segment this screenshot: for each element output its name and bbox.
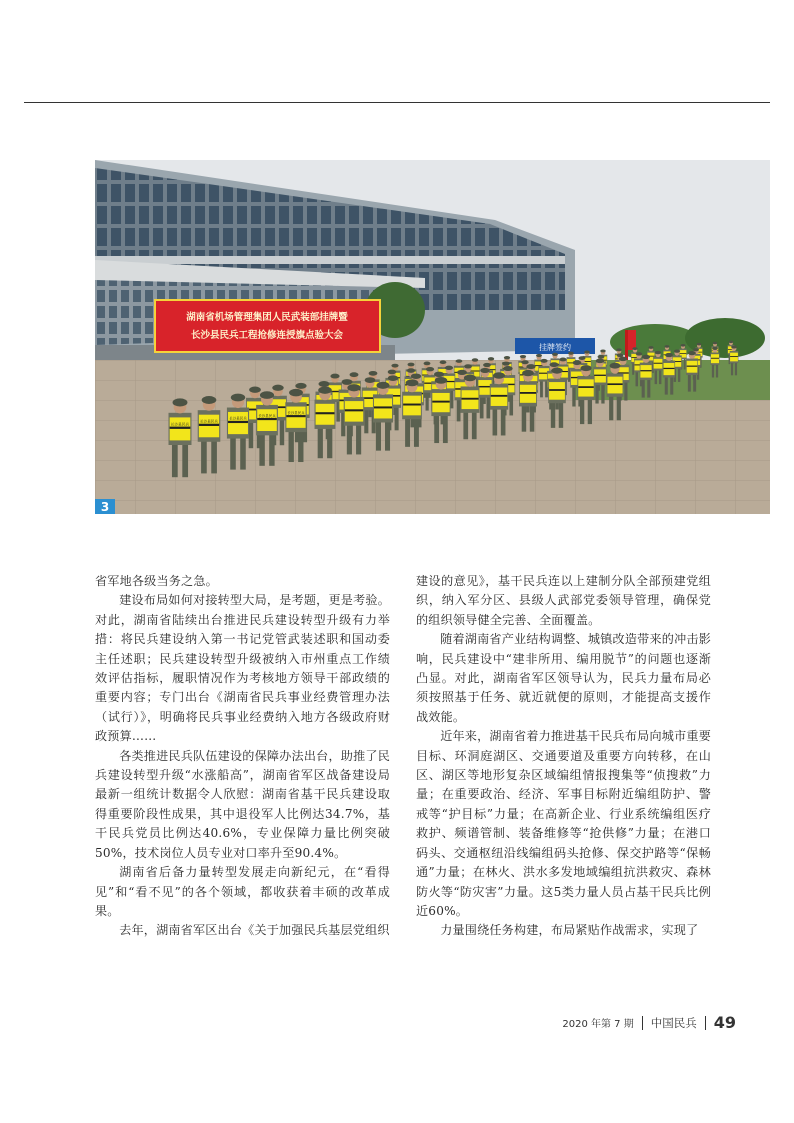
banner-line-1: 湖南省机场管理集团人民武装部挂牌暨 xyxy=(186,312,348,323)
svg-text:长沙县民兵: 长沙县民兵 xyxy=(287,411,305,416)
paragraph: 随着湖南省产业结构调整、城镇改造带来的冲击影响，民兵建设中“建非所用、编用脱节”的问题也逐渐凸显。对此，湖南省军区领导认为，民兵力量布局必须按照基于任务、就近就便的原则，才能提高支援作战效能。 xyxy=(416,632,711,724)
svg-text:长沙县民兵: 长沙县民兵 xyxy=(199,419,219,424)
paragraph: 省军地各级当务之急。 xyxy=(95,574,218,588)
footer-separator xyxy=(705,1016,706,1030)
paragraph: 建设的意见》，基干民兵连以上建制分队全部预建党组织，纳入军分区、县级人武部党委领导管理，确保党的组织领导健全完善、全面覆盖。 xyxy=(416,574,711,627)
page-footer xyxy=(562,1013,736,1032)
page-number: 49 xyxy=(713,1013,736,1032)
photo-illustration xyxy=(95,160,770,514)
svg-text:长沙县民兵: 长沙县民兵 xyxy=(229,416,247,421)
magazine-name: 中国民兵 xyxy=(650,1015,697,1030)
article-right-column xyxy=(416,572,711,941)
paragraph: 去年，湖南省军区出台《关于加强民兵基层党组织 xyxy=(119,923,390,938)
paragraph: 近年来，湖南省着力推进基干民兵布局向城市重要目标、环洞庭湖区、交通要道及重要方向转移，在山区、湖区等地形复杂区域编组情报搜集等“侦搜救”力量；在重要政治、经济、军事目标附近编组防护、警戒等“护目标”力量；在高新企业、行业系统编组医疗救护、频谱管制、装备维修等“抢供修”力量；在港口码头、交通枢纽沿线编组码头抢修、保交护路等“保畅通”力量；在林火、洪水多发地域编组抗洪救灾、森林防火等“防灾害”力量。这5类力量人员占基干民兵比例近60%。 xyxy=(416,729,711,918)
photo-number-badge: 3 xyxy=(95,499,115,514)
paragraph: 各类推进民兵队伍建设的保障办法出台，助推了民兵建设转型升级“水涨船高”，湖南省军区战备建设局最新一组统计数据令人欣慰：湖南省基干民兵建设取得重要阶段性成果，其中退役军人比例达34.7%，基干民兵党员比例达40.6%，专业保障力量比例突破50%，技术岗位人员专业对口率升至90.4%。 xyxy=(95,748,390,860)
side-banner-text: 挂牌签约 xyxy=(539,343,571,352)
article-left-column xyxy=(95,572,390,941)
paragraph: 湖南省后备力量转型发展走向新纪元，在“看得见”和“看不见”的各个领域，都收获着丰硕的改革成果。 xyxy=(95,865,390,918)
header-rule xyxy=(24,102,770,103)
paragraph: 力量围绕任务构建，布局紧贴作战需求，实现了 xyxy=(440,923,699,938)
banner-line-2: 长沙县民兵工程抢修连授旗点验大会 xyxy=(190,330,344,341)
svg-text:长沙县民兵: 长沙县民兵 xyxy=(258,413,276,418)
paragraph: 建设布局如何对接转型大局，是考题，更是考验。对此，湖南省陆续出台推进民兵建设转型升级有力举措：将民兵建设纳入第一书记党管武装述职和国动委主任述职；民兵建设转型升级被纳入市州重点工作绩效评估指标，履职情况作为考核地方领导干部政绩的重要内容；专门出台《湖南省民兵事业经费管理办法（试行）》，明确将民兵事业经费纳入地方各级政府财政预算…… xyxy=(95,593,390,744)
photo-militia-ceremony xyxy=(95,160,770,514)
footer-separator xyxy=(642,1016,643,1030)
issue-label: 2020 年第 7 期 xyxy=(562,1019,634,1030)
svg-text:长沙县民兵: 长沙县民兵 xyxy=(170,422,190,427)
banner-background xyxy=(155,300,380,352)
